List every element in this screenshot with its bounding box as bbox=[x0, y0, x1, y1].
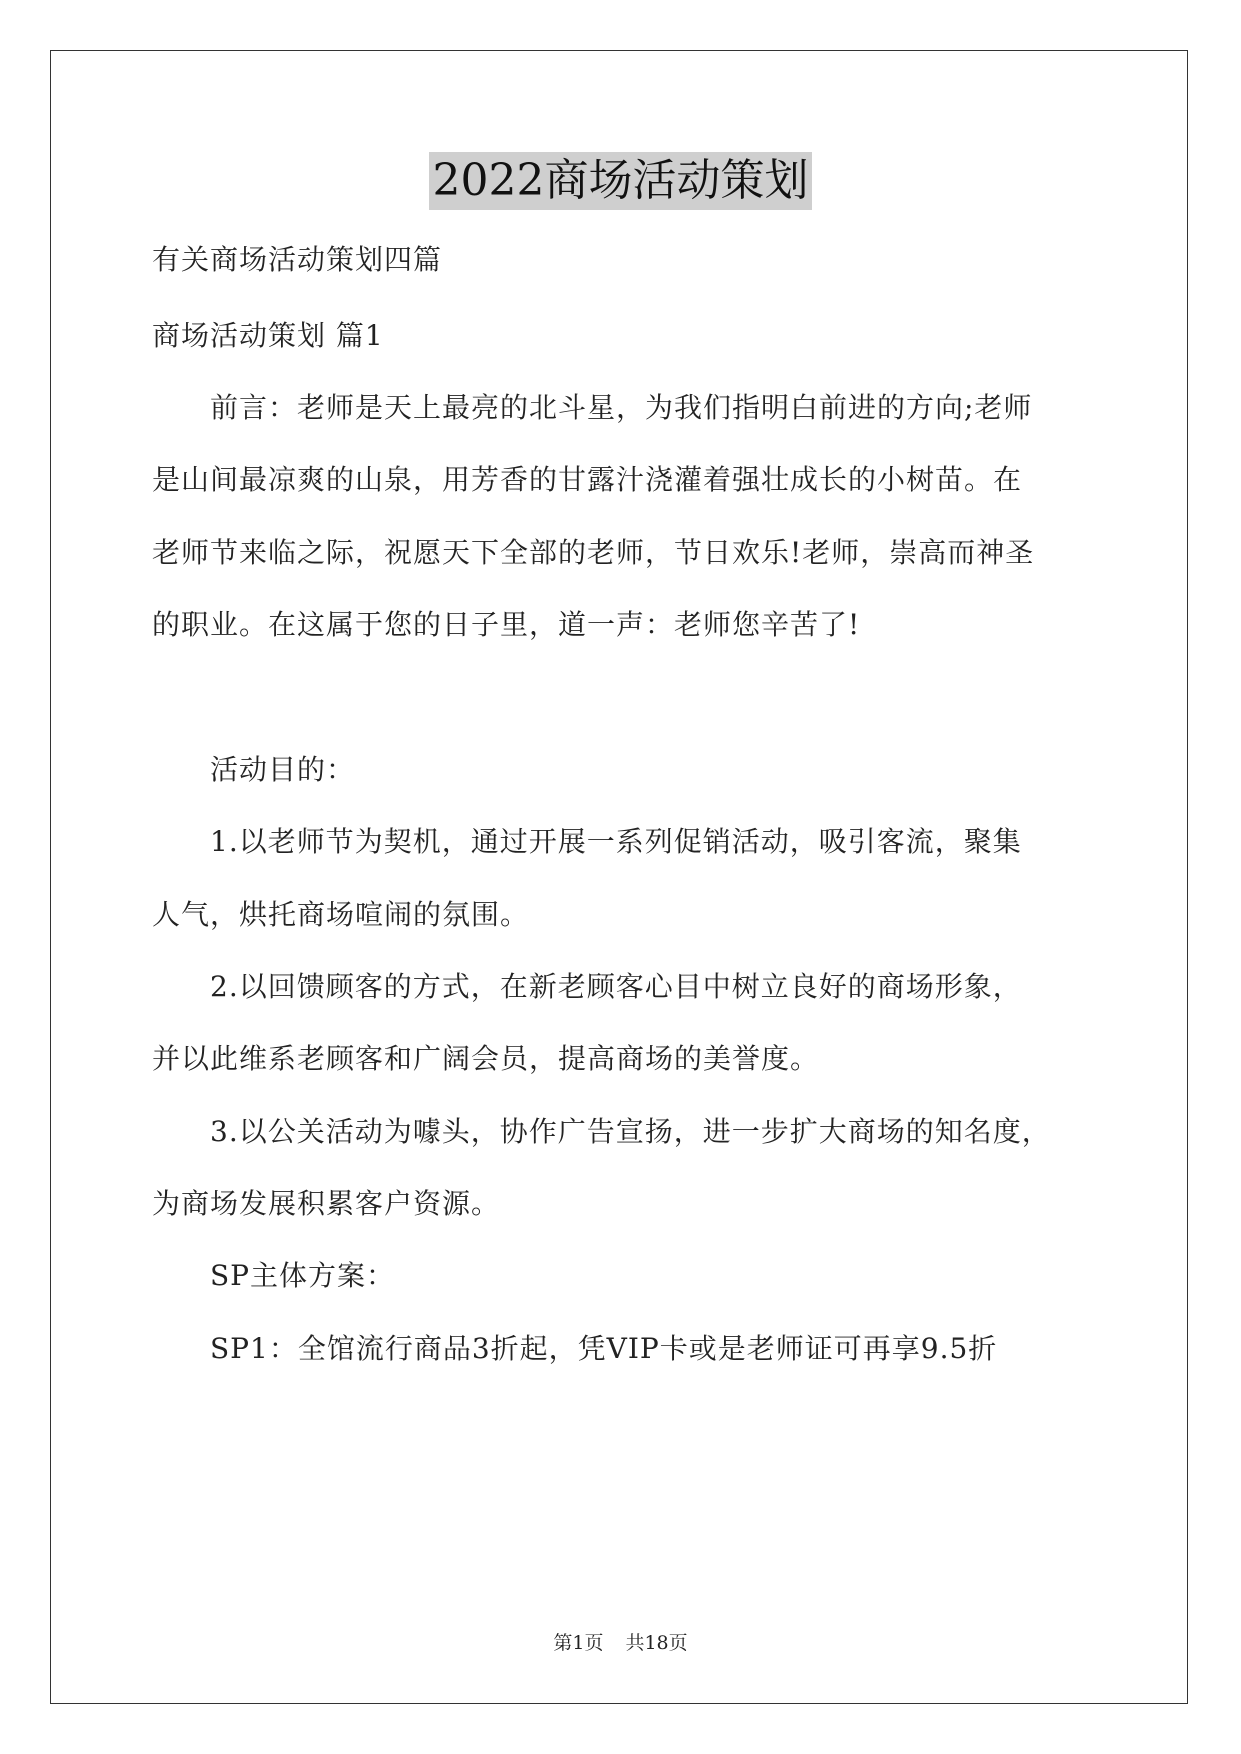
page-number: 第1页 bbox=[553, 1632, 604, 1654]
page-footer bbox=[0, 1628, 1241, 1655]
paragraph-line: 3.以公关活动为噱头，协作广告宣扬，进一步扩大商场的知名度， bbox=[152, 1115, 1051, 1148]
page-total: 共18页 bbox=[625, 1632, 688, 1654]
paragraph-line: 的职业。在这属于您的日子里，道一声：老师您辛苦了! bbox=[152, 608, 861, 641]
paragraph-line: SP1：全馆流行商品3折起，凭VIP卡或是老师证可再享9.5折 bbox=[152, 1332, 998, 1365]
paragraph-line: 活动目的： bbox=[152, 753, 356, 786]
paragraph-line: 1.以老师节为契机，通过开展一系列促销活动，吸引客流，聚集 bbox=[152, 825, 1022, 858]
paragraph-line: 2.以回馈顾客的方式，在新老顾客心目中树立良好的商场形象， bbox=[152, 970, 1022, 1003]
page-border bbox=[50, 50, 1188, 1704]
title-wrap bbox=[0, 152, 1241, 210]
intro-line: 有关商场活动策划四篇 bbox=[152, 243, 443, 276]
paragraph-line: 人气，烘托商场喧闹的氛围。 bbox=[152, 898, 530, 931]
paragraph-line: 为商场发展积累客户资源。 bbox=[152, 1187, 501, 1220]
paragraph-line: 是山间最凉爽的山泉，用芳香的甘露汁浇灌着强壮成长的小树苗。在 bbox=[152, 463, 1023, 496]
section-heading: 商场活动策划 篇1 bbox=[152, 319, 384, 352]
paragraph-line: 并以此维系老顾客和广阔会员，提高商场的美誉度。 bbox=[152, 1042, 820, 1075]
paragraph-line: 前言：老师是天上最亮的北斗星，为我们指明白前进的方向;老师 bbox=[152, 391, 1033, 424]
paragraph-line: SP主体方案： bbox=[152, 1259, 396, 1292]
paragraph-line: 老师节来临之际，祝愿天下全部的老师，节日欢乐!老师，崇高而神圣 bbox=[152, 536, 1035, 569]
document-title: 2022商场活动策划 bbox=[429, 152, 813, 210]
